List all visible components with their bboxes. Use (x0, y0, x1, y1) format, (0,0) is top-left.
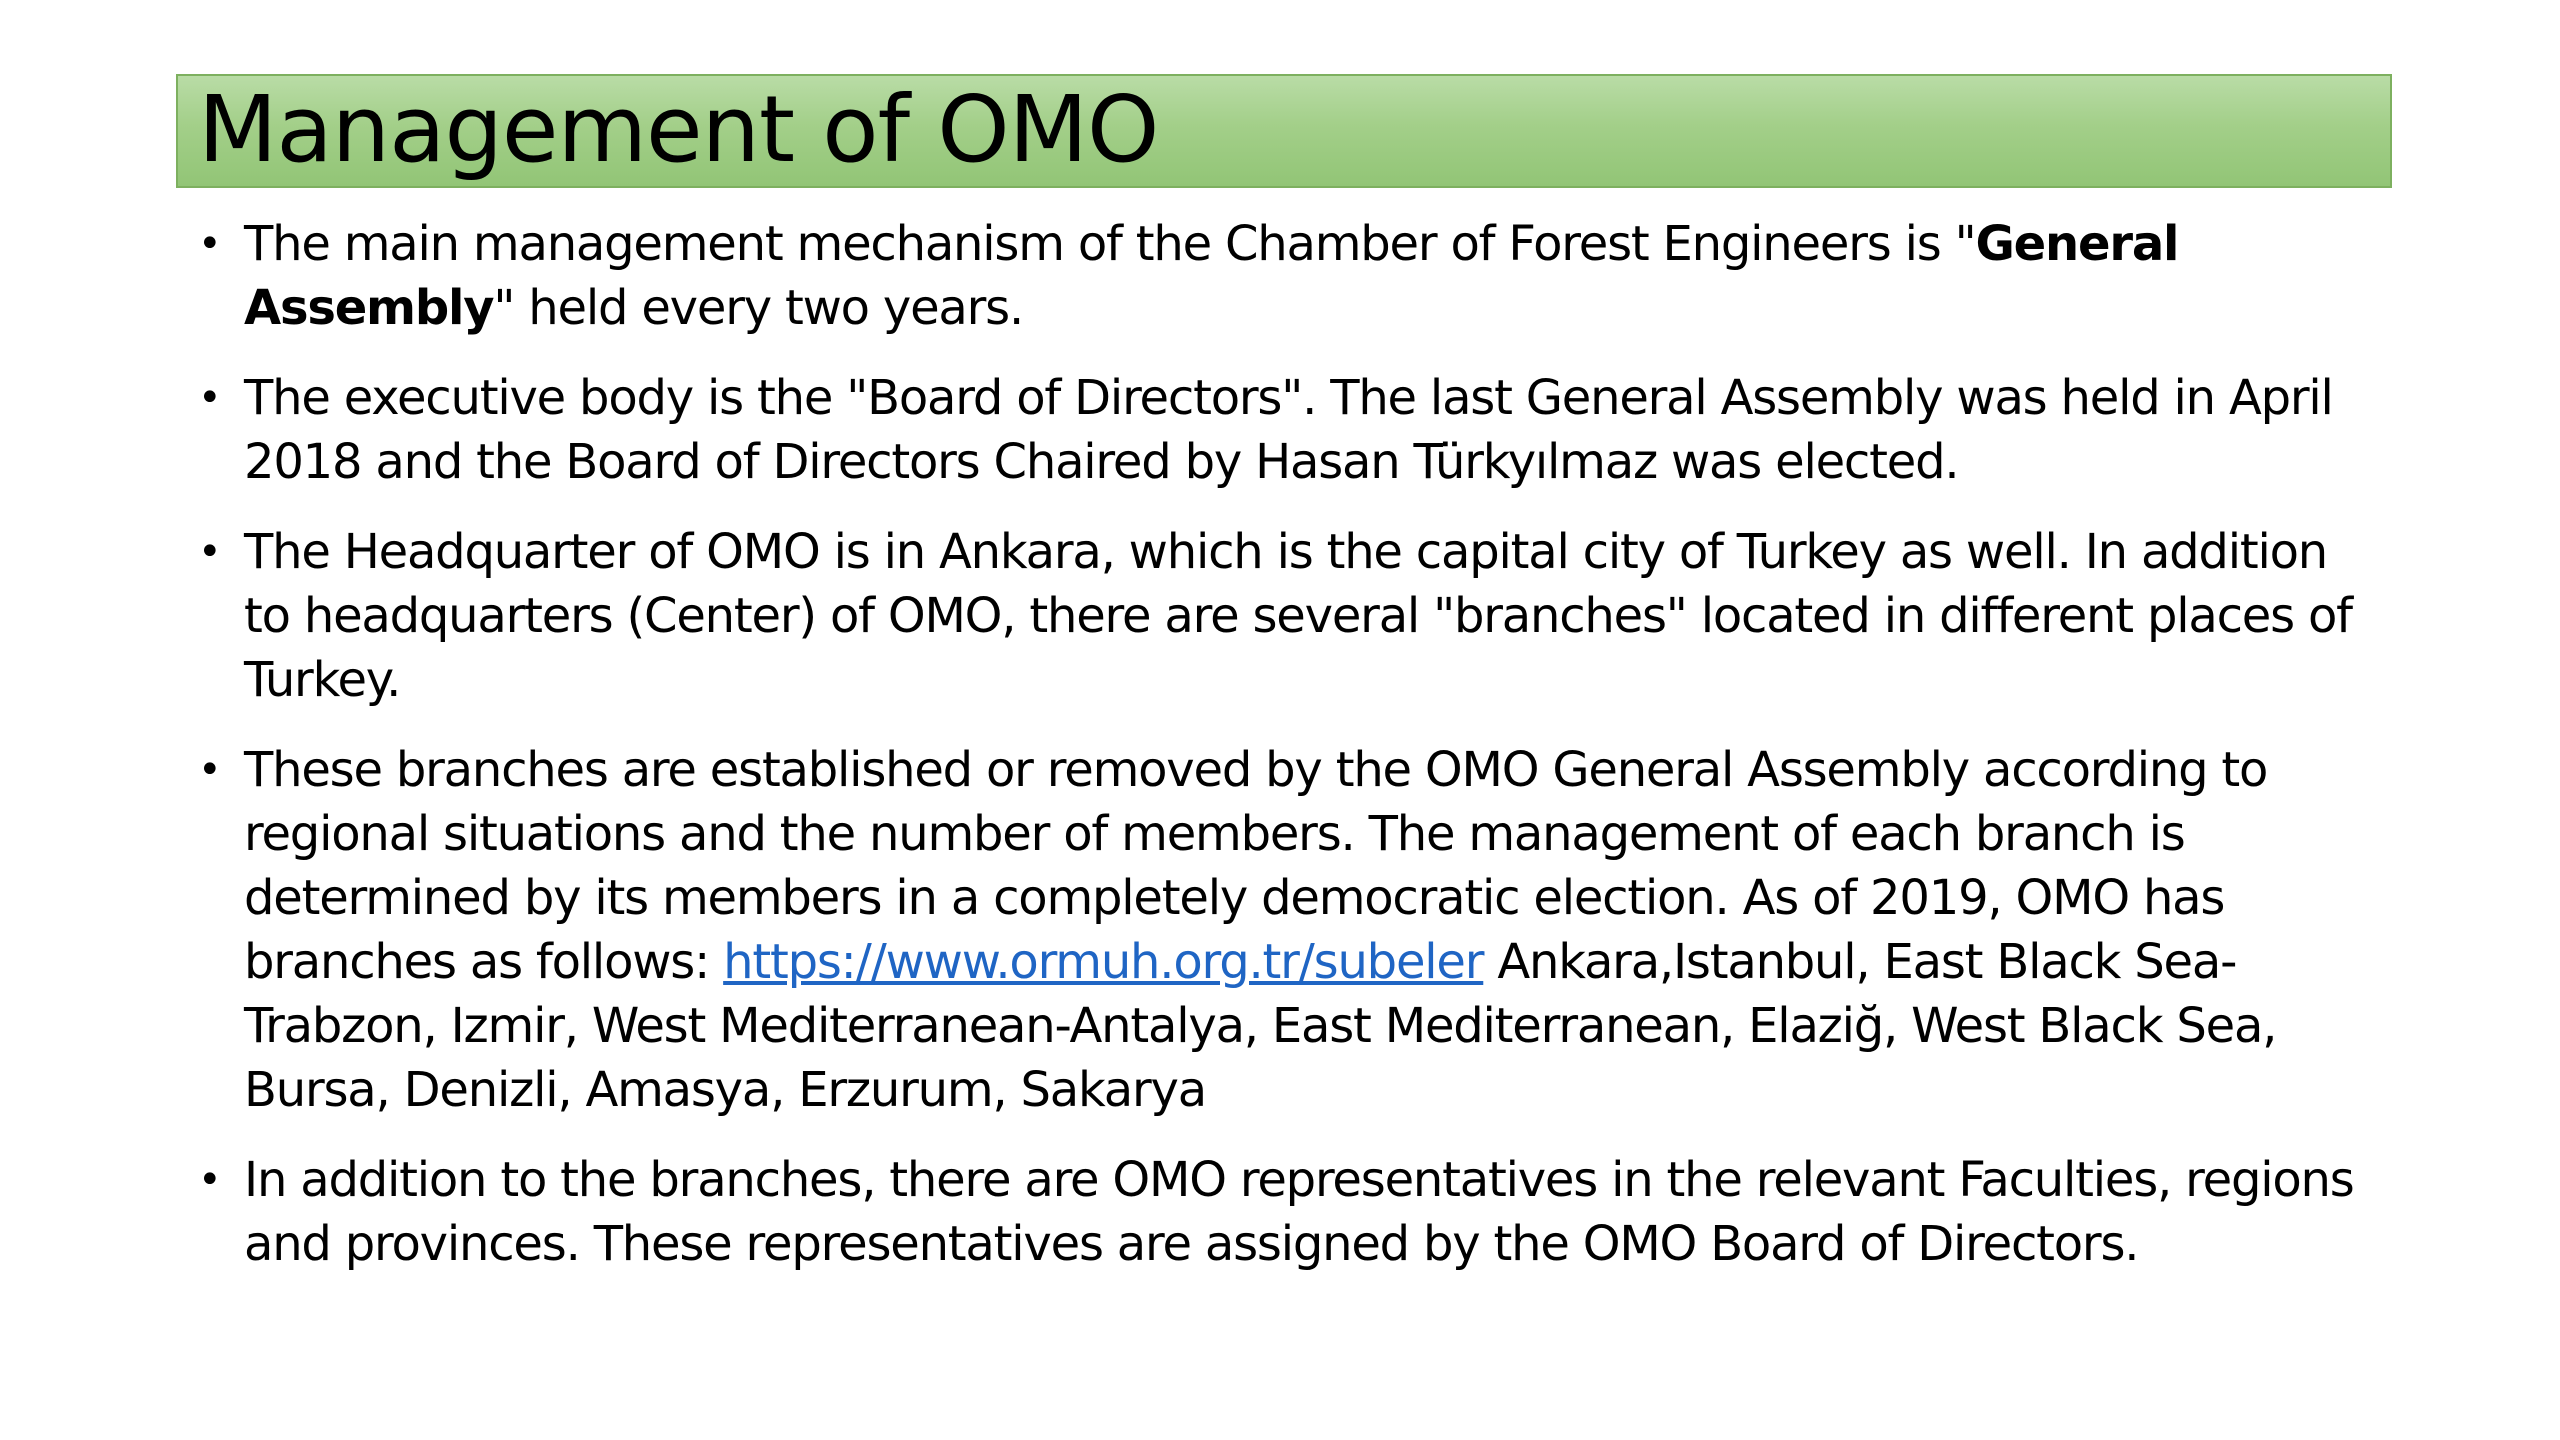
bullet-item-general-assembly (196, 212, 2376, 340)
branches-link[interactable]: https://www.ormuh.org.tr/subeler (723, 934, 1484, 990)
bullet-text: Ankara,Istanbul, East Black Sea-Trabzon, Izmir, West Mediterranean-Antalya, East Mediterranean, Elaziğ, West Black Sea, Bursa, Denizli, Amasya, Erzurum, Sakarya (244, 934, 2277, 1118)
bullet-text: The executive body is the "Board of Directors". The last General Assembly was held in April 2018 and the Board of Directors Chaired by Hasan Türkyılmaz was elected. (244, 370, 2333, 490)
bullet-item-board-of-directors (196, 366, 2376, 494)
bullet-item-representatives (196, 1148, 2376, 1276)
bullet-marker: • (198, 747, 221, 793)
bullet-marker: • (198, 221, 221, 267)
slide-title: Management of OMO (198, 76, 1159, 183)
bullet-bold-text: General Assembly (244, 216, 2179, 336)
bullet-text: The main management mechanism of the Chamber of Forest Engineers is " (244, 216, 1976, 272)
bullet-text: " held every two years. (493, 280, 1024, 336)
bullet-marker: • (198, 375, 221, 421)
bullet-marker: • (198, 529, 221, 575)
bullet-item-headquarter (196, 520, 2376, 712)
bullet-item-branches (196, 738, 2376, 1122)
bullet-text: In addition to the branches, there are OMO representatives in the relevant Faculties, regions and provinces. These representatives are assigned by the OMO Board of Directors. (244, 1152, 2354, 1272)
title-bar (176, 74, 2392, 188)
bullet-marker: • (198, 1157, 221, 1203)
bullet-list (196, 212, 2376, 1302)
bullet-text: These branches are established or removed by the OMO General Assembly according to regional situations and the number of members. The management of each branch is determined by its members in a completely democratic election. As of 2019, OMO has branches as follows: (244, 742, 2268, 990)
bullet-text: The Headquarter of OMO is in Ankara, which is the capital city of Turkey as well. In addition to headquarters (Center) of OMO, there are several "branches" located in different places of Turkey. (244, 524, 2352, 708)
